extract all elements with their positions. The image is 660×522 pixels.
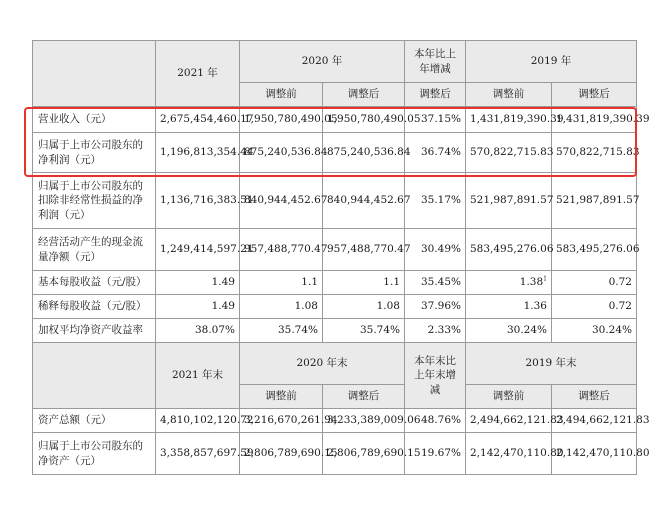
cell-2019-before: 30.24% (466, 319, 552, 343)
cell-2020-after: 1.08 (323, 295, 405, 319)
cell-2020-before: 35.74% (240, 319, 323, 343)
cell-2020-before: 957,488,770.47 (240, 229, 323, 271)
cell-2020-before: 875,240,536.84 (240, 133, 323, 173)
cell-2019-before: 583,495,276.06 (466, 229, 552, 271)
header-adj-after: 调整后 (405, 83, 466, 107)
header-2020-end: 2020 年末 (240, 343, 405, 385)
cell-2019-after: 30.24% (552, 319, 637, 343)
cell-2021: 1,249,414,597.21 (156, 229, 240, 271)
cell-2020-before: 2,806,789,690.15 (240, 433, 323, 475)
row-label: 资产总额（元） (33, 409, 156, 433)
table-row (33, 433, 637, 475)
cell-2020-after: 875,240,536.84 (323, 133, 405, 173)
table-row (33, 295, 637, 319)
cell-2019-after: 2,494,662,121.83 (552, 409, 637, 433)
header-blank (33, 41, 156, 107)
cell-2021: 1,196,813,354.44 (156, 133, 240, 173)
cell-2021: 1.49 (156, 295, 240, 319)
cell-change: 35.45% (405, 271, 466, 295)
header-after: 调整后 (552, 385, 637, 409)
row-label: 归属于上市公司股东的净利润（元） (33, 133, 156, 173)
footnote-mark: 1 (543, 275, 547, 283)
header-2019-end: 2019 年末 (466, 343, 637, 385)
header-2019: 2019 年 (466, 41, 637, 83)
header-row (33, 343, 637, 385)
row-label: 归属于上市公司股东的扣除非经常性损益的净利润（元） (33, 173, 156, 229)
cell-2019-after: 2,142,470,110.80 (552, 433, 637, 475)
cell-2020-before: 1.1 (240, 271, 323, 295)
cell-2020-after: 1,950,780,490.05 (323, 107, 405, 133)
header-before: 调整前 (466, 83, 552, 107)
row-label: 基本每股收益（元/股） (33, 271, 156, 295)
table-row (33, 319, 637, 343)
header-after: 调整后 (323, 385, 405, 409)
cell-2019-before: 570,822,715.83 (466, 133, 552, 173)
table-row (33, 133, 637, 173)
header-2021-end: 2021 年末 (156, 343, 240, 409)
cell-change: 36.74% (405, 133, 466, 173)
table-row (33, 173, 637, 229)
cell-2019-before: 521,987,891.57 (466, 173, 552, 229)
cell-2020-after: 1.1 (323, 271, 405, 295)
cell-2019-after: 583,495,276.06 (552, 229, 637, 271)
header-2020: 2020 年 (240, 41, 405, 83)
cell-2021: 2,675,454,460.17 (156, 107, 240, 133)
cell-value: 1.38 (519, 276, 544, 289)
cell-2021: 1,136,716,383.51 (156, 173, 240, 229)
cell-2020-before: 3,216,670,261.94 (240, 409, 323, 433)
row-label: 营业收入（元） (33, 107, 156, 133)
table-row (33, 409, 637, 433)
header-change: 本年比上年增减 (405, 41, 466, 83)
header-2021: 2021 年 (156, 41, 240, 107)
header-before: 调整前 (240, 385, 323, 409)
row-label: 加权平均净资产收益率 (33, 319, 156, 343)
cell-2019-before: 2,494,662,121.83 (466, 409, 552, 433)
cell-2019-before: 1.36 (466, 295, 552, 319)
header-before: 调整前 (466, 385, 552, 409)
header-after: 调整后 (552, 83, 637, 107)
cell-2020-after: 3,233,389,009.06 (323, 409, 405, 433)
row-label: 稀释每股收益（元/股） (33, 295, 156, 319)
cell-2019-before (466, 271, 552, 295)
cell-2021: 38.07% (156, 319, 240, 343)
cell-change: 37.15% (405, 107, 466, 133)
header-blank (33, 343, 156, 409)
header-change-end: 本年末比上年末增减 (405, 343, 466, 409)
cell-2020-after: 840,944,452.67 (323, 173, 405, 229)
header-before: 调整前 (240, 83, 323, 107)
cell-2021: 3,358,857,697.59 (156, 433, 240, 475)
cell-2019-after: 1,431,819,390.39 (552, 107, 637, 133)
cell-change: 30.49% (405, 229, 466, 271)
cell-2021: 4,810,102,120.72 (156, 409, 240, 433)
cell-change: 2.33% (405, 319, 466, 343)
header-after: 调整后 (323, 83, 405, 107)
financial-summary (32, 40, 650, 475)
row-label: 经营活动产生的现金流量净额（元） (33, 229, 156, 271)
cell-2020-before: 1,950,780,490.05 (240, 107, 323, 133)
cell-change: 37.96% (405, 295, 466, 319)
cell-2020-after: 2,806,789,690.15 (323, 433, 405, 475)
cell-2020-before: 1.08 (240, 295, 323, 319)
cell-2019-before: 1,431,819,390.39 (466, 107, 552, 133)
cell-change: 19.67% (405, 433, 466, 475)
cell-2019-after: 0.72 (552, 295, 637, 319)
header-row (33, 41, 637, 83)
cell-change: 48.76% (405, 409, 466, 433)
table-row (33, 107, 637, 133)
financial-table (32, 40, 650, 475)
table-row (33, 229, 637, 271)
cell-change: 35.17% (405, 173, 466, 229)
cell-2019-before: 2,142,470,110.80 (466, 433, 552, 475)
table-row (33, 271, 637, 295)
cell-2021: 1.49 (156, 271, 240, 295)
cell-2019-after: 0.72 (552, 271, 637, 295)
cell-2019-after: 570,822,715.83 (552, 133, 637, 173)
cell-2020-after: 957,488,770.47 (323, 229, 405, 271)
row-label: 归属于上市公司股东的净资产（元） (33, 433, 156, 475)
cell-2020-after: 35.74% (323, 319, 405, 343)
cell-2019-after: 521,987,891.57 (552, 173, 637, 229)
cell-2020-before: 840,944,452.67 (240, 173, 323, 229)
